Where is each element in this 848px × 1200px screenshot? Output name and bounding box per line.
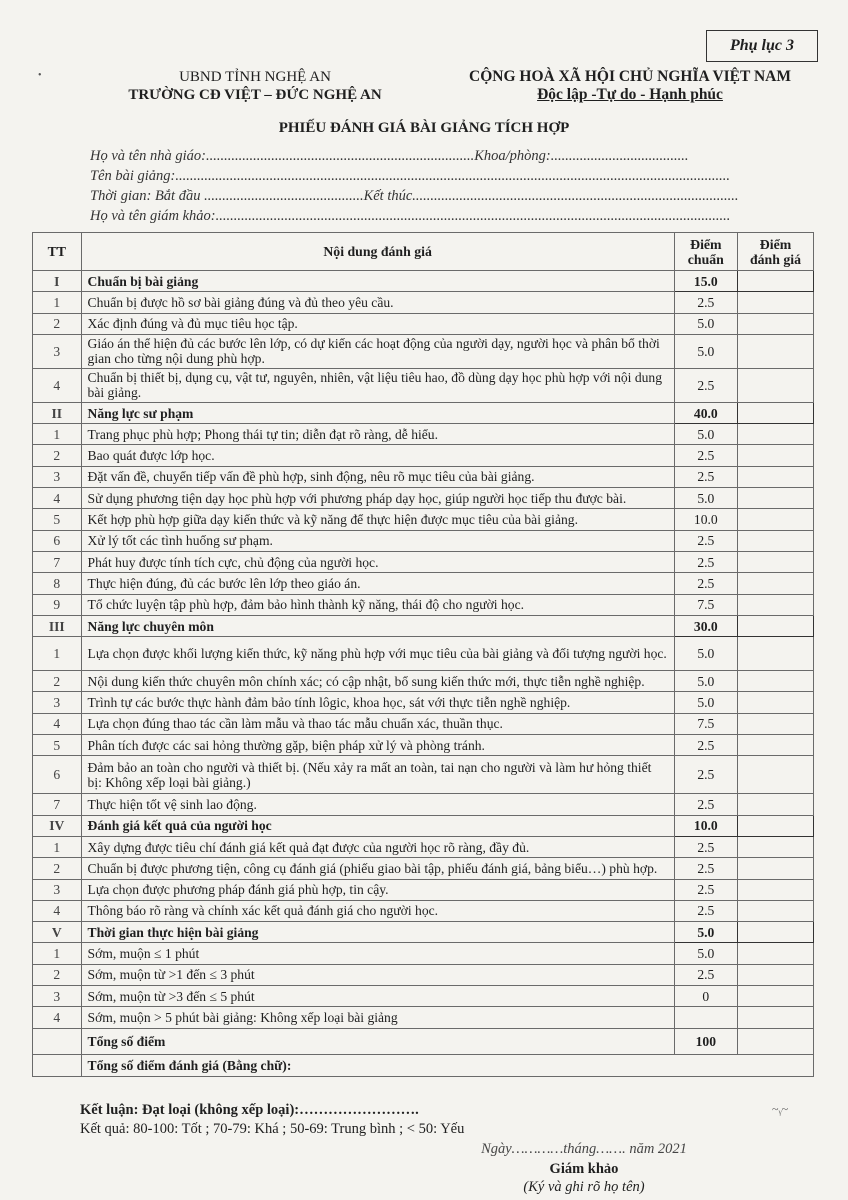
row-number: 1 xyxy=(33,836,82,857)
total-value: 100 xyxy=(674,1028,737,1054)
table-row xyxy=(33,313,814,334)
evaluation-score-cell[interactable] xyxy=(737,594,813,615)
evaluation-score-cell[interactable] xyxy=(737,794,813,815)
table-row xyxy=(33,292,814,313)
lesson-field: Tên bài giảng:......................................................................................................................................................... xyxy=(90,168,731,184)
criterion-text: Thực hiện đúng, đủ các bước lên lớp theo giáo án. xyxy=(81,573,674,594)
section-title: Chuẩn bị bài giảng xyxy=(81,271,674,292)
table-row xyxy=(33,594,814,615)
row-number: 2 xyxy=(33,964,82,985)
total-words-row xyxy=(33,1054,814,1076)
evaluation-score-cell[interactable] xyxy=(737,551,813,572)
row-number: 7 xyxy=(33,551,82,572)
criterion-text: Phát huy được tính tích cực, chủ động của người học. xyxy=(81,551,674,572)
standard-score: 2.5 xyxy=(674,858,737,879)
evaluation-score-cell[interactable] xyxy=(737,368,813,402)
standard-score: 2.5 xyxy=(674,735,737,756)
row-number: 5 xyxy=(33,509,82,530)
evaluation-score-cell[interactable] xyxy=(737,292,813,313)
row-number: 7 xyxy=(33,794,82,815)
row-number: 3 xyxy=(33,879,82,900)
evaluation-score-cell[interactable] xyxy=(737,445,813,466)
evaluation-score-cell[interactable] xyxy=(737,713,813,734)
table-row xyxy=(33,943,814,964)
row-number: I xyxy=(33,271,82,292)
standard-score: 2.5 xyxy=(674,368,737,402)
row-number: 1 xyxy=(33,424,82,445)
table-row xyxy=(33,671,814,692)
section-title: Đánh giá kết quả của người học xyxy=(81,815,674,836)
criterion-text: Sớm, muộn từ >1 đến ≤ 3 phút xyxy=(81,964,674,985)
total-label: Tổng số điểm xyxy=(81,1028,674,1054)
table-row xyxy=(33,858,814,879)
criterion-text: Lựa chọn được phương pháp đánh giá phù hợp, tin cậy. xyxy=(81,879,674,900)
table-row xyxy=(33,713,814,734)
standard-score: 7.5 xyxy=(674,713,737,734)
table-row xyxy=(33,879,814,900)
criterion-text: Sớm, muộn > 5 phút bài giảng: Không xếp loại bài giảng xyxy=(81,1007,674,1028)
evaluation-score-cell[interactable] xyxy=(737,943,813,964)
criterion-text: Trình tự các bước thực hành đảm bảo tính lôgic, khoa học, sát với thực tiễn nghề nghiệp. xyxy=(81,692,674,713)
criterion-text: Sớm, muộn từ >3 đến ≤ 5 phút xyxy=(81,986,674,1007)
table-row xyxy=(33,424,814,445)
section-title: Năng lực chuyên môn xyxy=(81,615,674,636)
row-number: 6 xyxy=(33,530,82,551)
header-std: Điểm chuẩn xyxy=(674,233,737,271)
criterion-text: Xây dựng được tiêu chí đánh giá kết quả đạt được của người học rõ ràng, đầy đủ. xyxy=(81,836,674,857)
standard-score: 5.0 xyxy=(674,922,737,943)
table-row xyxy=(33,530,814,551)
criterion-text: Phân tích được các sai hỏng thường gặp, biện pháp xử lý và phòng tránh. xyxy=(81,735,674,756)
table-header-row xyxy=(33,233,814,271)
evaluation-score-cell[interactable] xyxy=(737,836,813,857)
standard-score: 2.5 xyxy=(674,530,737,551)
section-title: Thời gian thực hiện bài giảng xyxy=(81,922,674,943)
evaluation-score-cell[interactable] xyxy=(737,466,813,487)
page-title: PHIẾU ĐÁNH GIÁ BÀI GIẢNG TÍCH HỢP xyxy=(278,120,570,136)
standard-score: 5.0 xyxy=(674,488,737,509)
row-number: 2 xyxy=(33,445,82,466)
evaluation-score-cell[interactable] xyxy=(737,756,813,794)
pen-mark: ~ᵧ~ xyxy=(772,1102,789,1116)
school-name: TRƯỜNG CĐ VIỆT – ĐỨC NGHỆ AN xyxy=(128,87,382,103)
header-eval: Điểm đánh giá xyxy=(737,233,813,271)
evaluation-score-cell[interactable] xyxy=(737,858,813,879)
row-number: V xyxy=(33,922,82,943)
section-title: Năng lực sư phạm xyxy=(81,402,674,423)
table-row xyxy=(33,445,814,466)
standard-score: 5.0 xyxy=(674,313,737,334)
table-row xyxy=(33,794,814,815)
row-number: 2 xyxy=(33,858,82,879)
total-row xyxy=(33,1028,814,1054)
country-name: CỘNG HOÀ XÃ HỘI CHỦ NGHĨA VIỆT NAM xyxy=(469,68,791,85)
evaluation-score-cell[interactable] xyxy=(737,879,813,900)
section-row xyxy=(33,615,814,636)
evaluation-score-cell[interactable] xyxy=(737,424,813,445)
evaluation-score-cell[interactable] xyxy=(737,986,813,1007)
section-row xyxy=(33,271,814,292)
header-left xyxy=(90,68,420,104)
header-tt: TT xyxy=(33,233,82,271)
evaluation-score-cell[interactable] xyxy=(737,815,813,836)
table-row xyxy=(33,488,814,509)
row-number: 3 xyxy=(33,334,82,368)
province-name: UBND TỈNH NGHỆ AN xyxy=(179,69,331,85)
evaluation-score-cell[interactable] xyxy=(737,964,813,985)
evaluation-score-cell[interactable] xyxy=(737,573,813,594)
time-field: Thời gian: Bắt đầu ............................................Kết thúc.......................................................................................... xyxy=(90,188,739,204)
standard-score: 2.5 xyxy=(674,551,737,572)
national-motto: Độc lập -Tự do - Hạnh phúc xyxy=(537,86,723,103)
row-number: 4 xyxy=(33,368,82,402)
table-row xyxy=(33,964,814,985)
section-row xyxy=(33,922,814,943)
criterion-text: Chuẩn bị được phương tiện, công cụ đánh giá (phiếu giao bài tập, phiếu đánh giá, bảng biểu…) phù hợp. xyxy=(81,858,674,879)
row-number: 4 xyxy=(33,488,82,509)
conclusion-line: Kết luận: Đạt loại (không xếp loại):……………………. xyxy=(80,1102,419,1118)
row-number: 6 xyxy=(33,756,82,794)
standard-score: 5.0 xyxy=(674,334,737,368)
standard-score: 5.0 xyxy=(674,692,737,713)
table-row xyxy=(33,692,814,713)
standard-score: 30.0 xyxy=(674,615,737,636)
criterion-text: Sớm, muộn ≤ 1 phút xyxy=(81,943,674,964)
standard-score: 2.5 xyxy=(674,794,737,815)
criterion-text: Giáo án thể hiện đủ các bước lên lớp, có dự kiến các hoạt động của người dạy, người học và phân bổ thời gian cho từng nội dung phù hợp. xyxy=(81,334,674,368)
table-row xyxy=(33,368,814,402)
criterion-text: Tổ chức luyện tập phù hợp, đảm bảo hình thành kỹ năng, thái độ cho người học. xyxy=(81,594,674,615)
evaluation-score-cell[interactable] xyxy=(737,922,813,943)
criterion-text: Sử dụng phương tiện dạy học phù hợp với phương pháp dạy học, giúp người học tiếp thu được bài. xyxy=(81,488,674,509)
standard-score: 2.5 xyxy=(674,879,737,900)
row-number: 1 xyxy=(33,943,82,964)
section-row xyxy=(33,402,814,423)
row-number: 4 xyxy=(33,900,82,921)
examiner-field: Họ và tên giám khảo:.............................................................................................................................................. xyxy=(90,208,731,224)
standard-score: 5.0 xyxy=(674,424,737,445)
standard-score: 2.5 xyxy=(674,836,737,857)
standard-score: 7.5 xyxy=(674,594,737,615)
standard-score: 2.5 xyxy=(674,900,737,921)
criterion-text: Nội dung kiến thức chuyên môn chính xác; có cập nhật, bổ sung kiến thức mới, thực tiễn nghề nghiệp. xyxy=(81,671,674,692)
table-row xyxy=(33,551,814,572)
row-number: 4 xyxy=(33,713,82,734)
sign-note: (Ký và ghi rõ họ tên) xyxy=(523,1179,645,1195)
header-right xyxy=(440,68,820,104)
row-number: 3 xyxy=(33,986,82,1007)
evaluation-score-cell[interactable] xyxy=(737,671,813,692)
table-row xyxy=(33,735,814,756)
evaluation-score-cell[interactable] xyxy=(737,637,813,671)
evaluation-score-cell[interactable] xyxy=(737,900,813,921)
row-number: 1 xyxy=(33,292,82,313)
table-row xyxy=(33,900,814,921)
table-row xyxy=(33,1007,814,1028)
teacher-field: Họ và tên nhà giáo:..........................................................................Khoa/phòng:...................................... xyxy=(90,148,689,164)
evaluation-score-cell[interactable] xyxy=(737,1007,813,1028)
table-row xyxy=(33,637,814,671)
row-number: IV xyxy=(33,815,82,836)
row-number: 1 xyxy=(33,637,82,671)
table-row xyxy=(33,836,814,857)
evaluation-score-cell[interactable] xyxy=(737,313,813,334)
row-number: II xyxy=(33,402,82,423)
row-number: 2 xyxy=(33,671,82,692)
row-number: 9 xyxy=(33,594,82,615)
standard-score: 2.5 xyxy=(674,445,737,466)
criterion-text: Chuẩn bị được hồ sơ bài giảng đúng và đủ theo yêu cầu. xyxy=(81,292,674,313)
section-row xyxy=(33,815,814,836)
standard-score: 2.5 xyxy=(674,573,737,594)
evaluation-score-cell[interactable] xyxy=(737,402,813,423)
evaluation-score-cell[interactable] xyxy=(737,735,813,756)
criterion-text: Bao quát được lớp học. xyxy=(81,445,674,466)
evaluation-score-cell[interactable] xyxy=(737,692,813,713)
standard-score: 2.5 xyxy=(674,756,737,794)
row-number: 3 xyxy=(33,692,82,713)
criterion-text: Thông báo rõ ràng và chính xác kết quả đánh giá cho người học. xyxy=(81,900,674,921)
criterion-text: Trang phục phù hợp; Phong thái tự tin; diễn đạt rõ ràng, dễ hiểu. xyxy=(81,424,674,445)
row-number: 8 xyxy=(33,573,82,594)
criterion-text: Chuẩn bị thiết bị, dụng cụ, vật tư, nguyên, nhiên, vật liệu tiêu hao, đồ dùng dạy học phù hợp với nội dung bài giảng. xyxy=(81,368,674,402)
evaluation-score-cell[interactable] xyxy=(737,334,813,368)
criterion-text: Kết hợp phù hợp giữa dạy kiến thức và kỹ năng để thực hiện được mục tiêu của bài giảng. xyxy=(81,509,674,530)
table-row xyxy=(33,334,814,368)
row-number: 4 xyxy=(33,1007,82,1028)
table-row xyxy=(33,509,814,530)
standard-score: 2.5 xyxy=(674,964,737,985)
row-number: III xyxy=(33,615,82,636)
evaluation-score-cell[interactable] xyxy=(737,271,813,292)
standard-score: 5.0 xyxy=(674,943,737,964)
criterion-text: Thực hiện tốt vệ sinh lao động. xyxy=(81,794,674,815)
standard-score: 2.5 xyxy=(674,292,737,313)
table-row xyxy=(33,986,814,1007)
result-scale-line: Kết quả: 80-100: Tốt ; 70-79: Khá ; 50-69: Trung bình ; < 50: Yếu xyxy=(80,1121,465,1137)
examiner-title: Giám khảo xyxy=(549,1161,619,1177)
evaluation-score-cell[interactable] xyxy=(737,615,813,636)
standard-score: 5.0 xyxy=(674,671,737,692)
total-words-label: Tổng số điểm đánh giá (Bằng chữ): xyxy=(81,1054,813,1076)
standard-score: 10.0 xyxy=(674,509,737,530)
standard-score: 0 xyxy=(674,986,737,1007)
standard-score: 5.0 xyxy=(674,637,737,671)
table-row xyxy=(33,573,814,594)
row-number: 3 xyxy=(33,466,82,487)
row-number: 5 xyxy=(33,735,82,756)
date-line: Ngày…………tháng……. năm 2021 xyxy=(481,1141,687,1157)
row-number: 2 xyxy=(33,313,82,334)
evaluation-score-cell[interactable] xyxy=(737,530,813,551)
criterion-text: Xử lý tốt các tình huống sư phạm. xyxy=(81,530,674,551)
criterion-text: Đặt vấn đề, chuyển tiếp vấn đề phù hợp, sinh động, nêu rõ mục tiêu của bài giảng. xyxy=(81,466,674,487)
total-eval-cell[interactable] xyxy=(737,1028,813,1054)
evaluation-table xyxy=(32,232,814,1077)
header-content: Nội dung đánh giá xyxy=(81,233,674,271)
standard-score: 15.0 xyxy=(674,271,737,292)
evaluation-score-cell[interactable] xyxy=(737,488,813,509)
appendix-label: Phụ lục 3 xyxy=(706,30,818,62)
evaluation-score-cell[interactable] xyxy=(737,509,813,530)
table-row xyxy=(33,756,814,794)
standard-score: 40.0 xyxy=(674,402,737,423)
criterion-text: Xác định đúng và đủ mục tiêu học tập. xyxy=(81,313,674,334)
standard-score: 10.0 xyxy=(674,815,737,836)
criterion-text: Lựa chọn được khối lượng kiến thức, kỹ năng phù hợp với mục tiêu của bài giảng và đối tượng người học. xyxy=(81,637,674,671)
criterion-text: Lựa chọn đúng thao tác cần làm mẫu và thao tác mẫu chuẩn xác, thuần thục. xyxy=(81,713,674,734)
standard-score: 2.5 xyxy=(674,466,737,487)
table-row xyxy=(33,466,814,487)
scan-mark: • xyxy=(38,70,42,81)
table-body xyxy=(33,271,814,1029)
criterion-text: Đảm bảo an toàn cho người và thiết bị. (Nếu xảy ra mất an toàn, tai nạn cho người và làm hư hỏng thiết bị: Không xếp loại bài giảng.) xyxy=(81,756,674,794)
standard-score xyxy=(674,1007,737,1028)
